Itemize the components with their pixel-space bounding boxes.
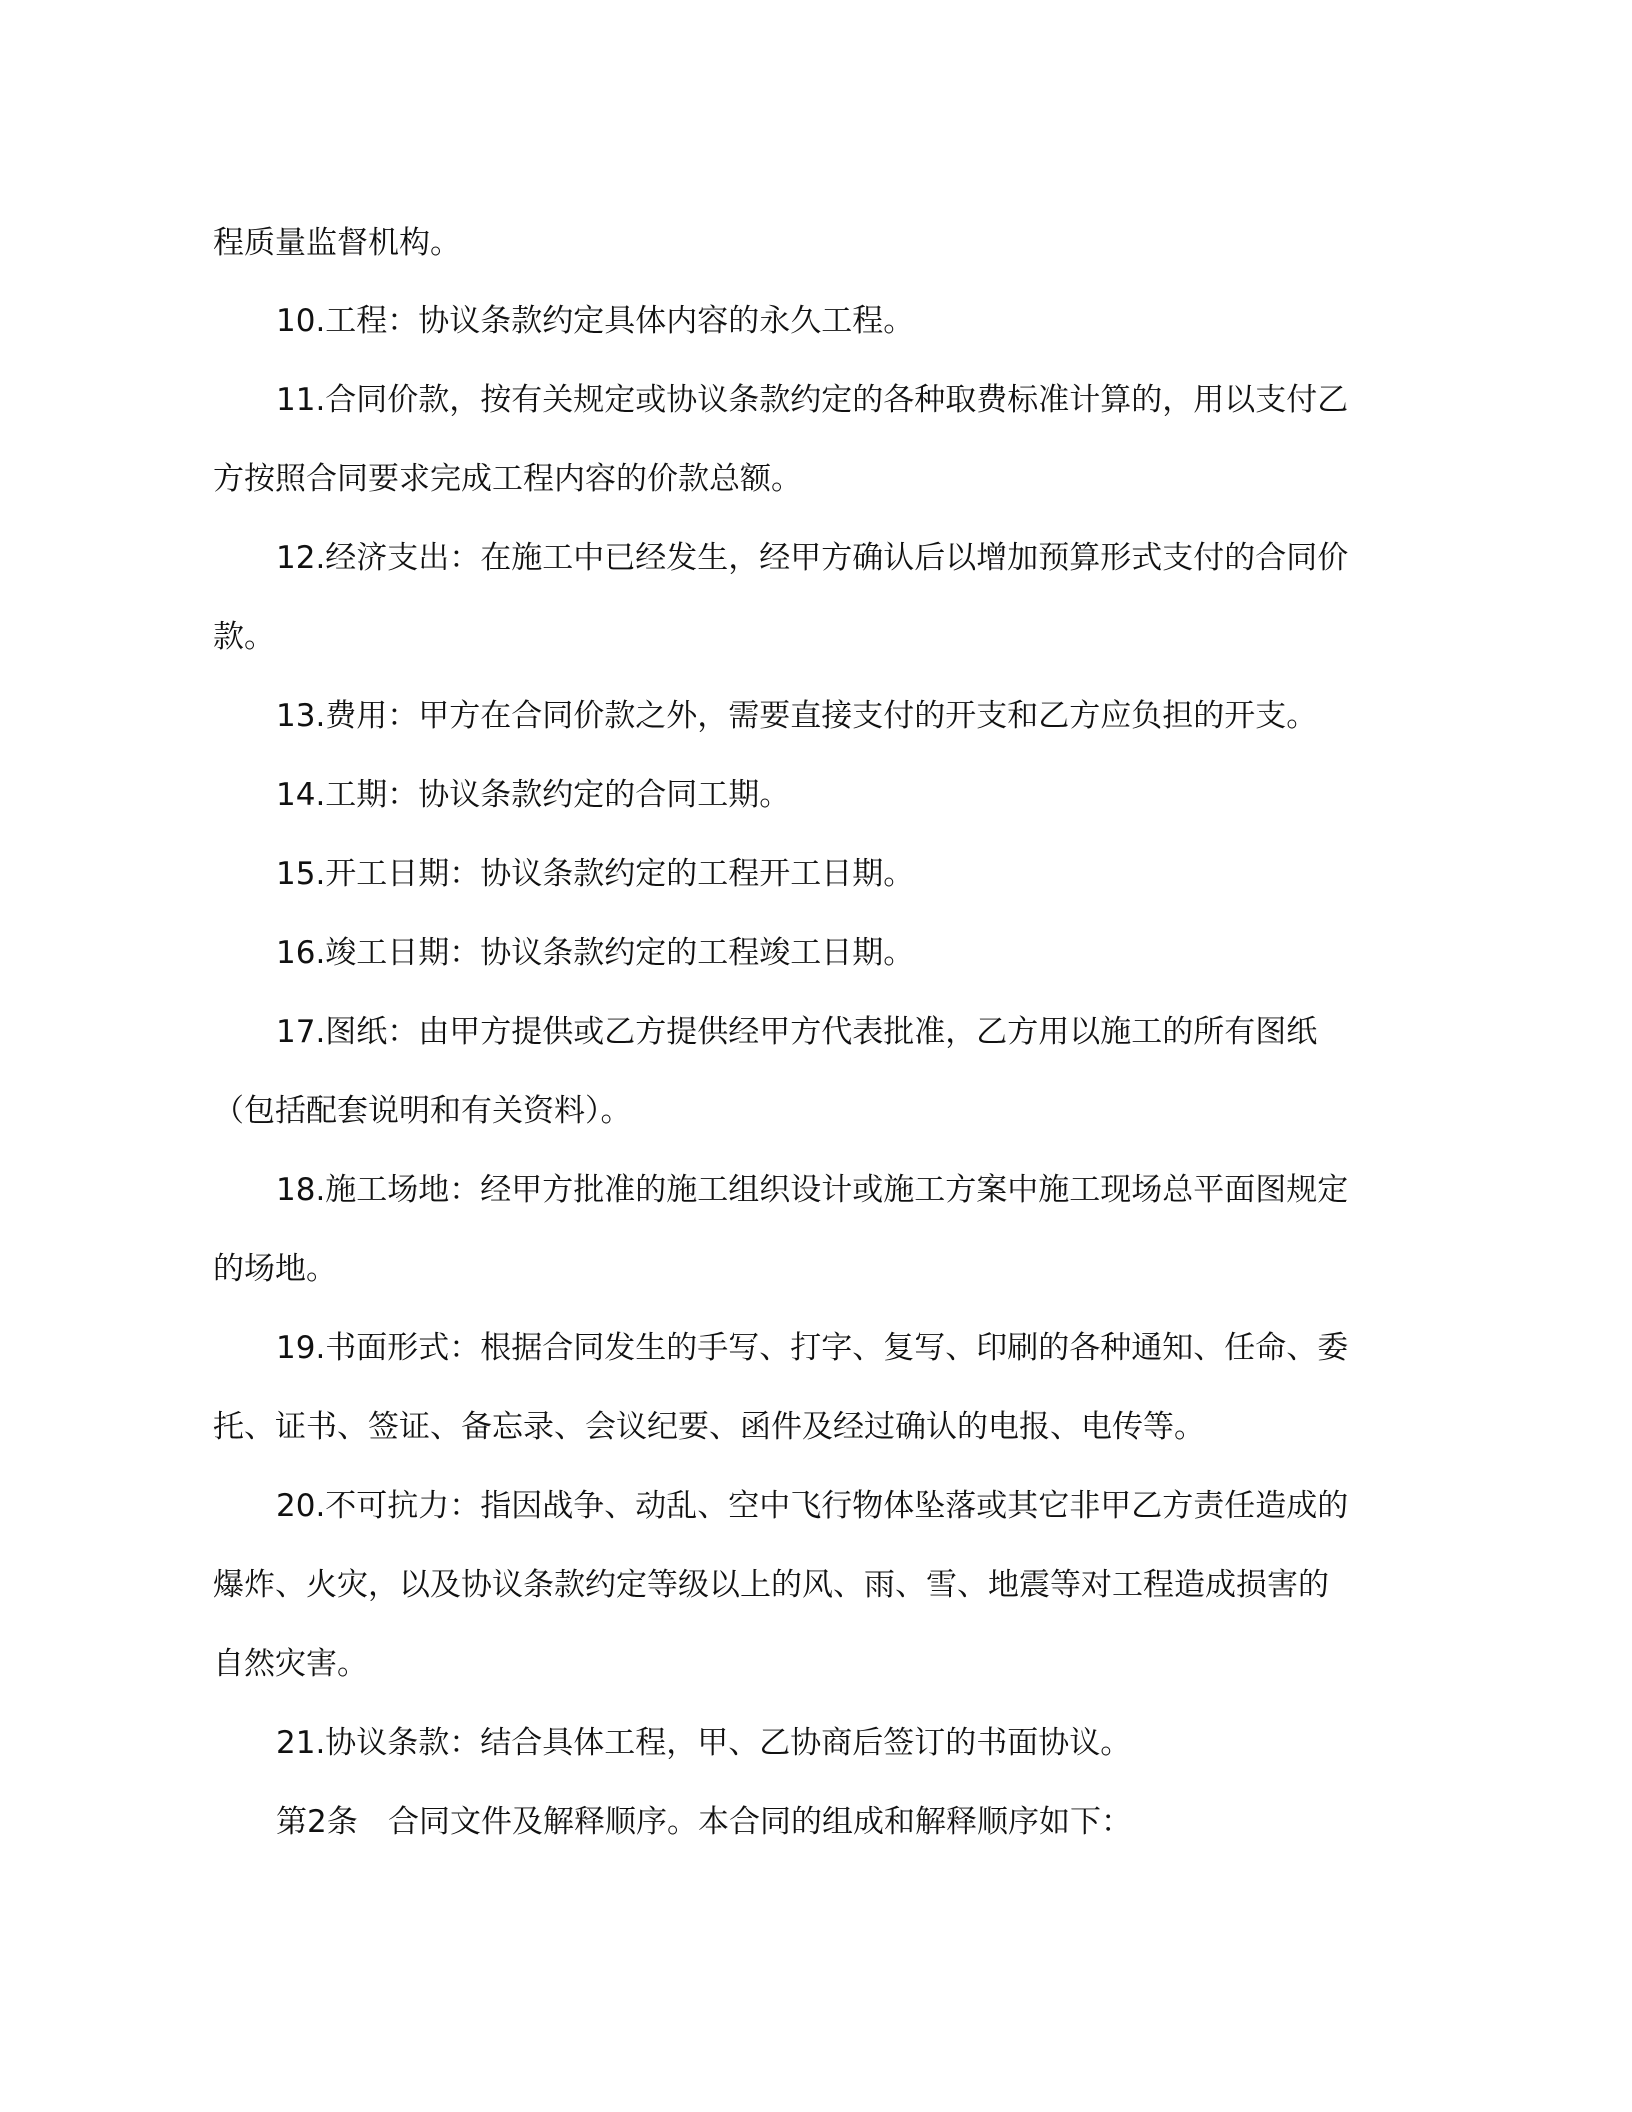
definition-15: 15.开工日期：协议条款约定的工程开工日期。 (276, 856, 915, 892)
text-line: 程质量监督机构。 (213, 225, 461, 261)
definition-10: 10.工程：协议条款约定具体内容的永久工程。 (276, 303, 915, 339)
text-line: 爆炸、火灾，以及协议条款约定等级以上的风、雨、雪、地震等对工程造成损害的 (213, 1567, 1329, 1603)
definition-21: 21.协议条款：结合具体工程，甲、乙协商后签订的书面协议。 (276, 1725, 1132, 1761)
text-line: 款。 (213, 619, 275, 655)
definition-19: 19.书面形式：根据合同发生的手写、打字、复写、印刷的各种通知、任命、委 (276, 1330, 1349, 1366)
text-line: 托、证书、签证、备忘录、会议纪要、函件及经过确认的电报、电传等。 (213, 1409, 1205, 1445)
definition-18: 18.施工场地：经甲方批准的施工组织设计或施工方案中施工现场总平面图规定 (276, 1172, 1349, 1208)
text-line: （包括配套说明和有关资料）。 (213, 1093, 632, 1129)
article-2-heading (276, 1792, 1393, 1852)
definition-17: 17.图纸：由甲方提供或乙方提供经甲方代表批准，乙方用以施工的所有图纸 (276, 1014, 1318, 1050)
text-line: 自然灾害。 (213, 1646, 368, 1682)
article-number: 第2条 (276, 1804, 358, 1840)
definition-12: 12.经济支出：在施工中已经发生，经甲方确认后以增加预算形式支付的合同价 (276, 540, 1349, 576)
definition-11: 11.合同价款，按有关规定或协议条款约定的各种取费标准计算的，用以支付乙 (276, 382, 1349, 418)
definition-13: 13.费用：甲方在合同价款之外，需要直接支付的开支和乙方应负担的开支。 (276, 698, 1318, 734)
definition-14: 14.工期：协议条款约定的合同工期。 (276, 777, 791, 813)
definition-20: 20.不可抗力：指因战争、动乱、空中飞行物体坠落或其它非甲乙方责任造成的 (276, 1488, 1349, 1524)
text-line: 方按照合同要求完成工程内容的价款总额。 (213, 461, 802, 497)
definition-16: 16.竣工日期：协议条款约定的工程竣工日期。 (276, 935, 915, 971)
article-text: 合同文件及解释顺序。本合同的组成和解释顺序如下： (388, 1804, 1132, 1840)
text-line: 的场地。 (213, 1251, 337, 1287)
